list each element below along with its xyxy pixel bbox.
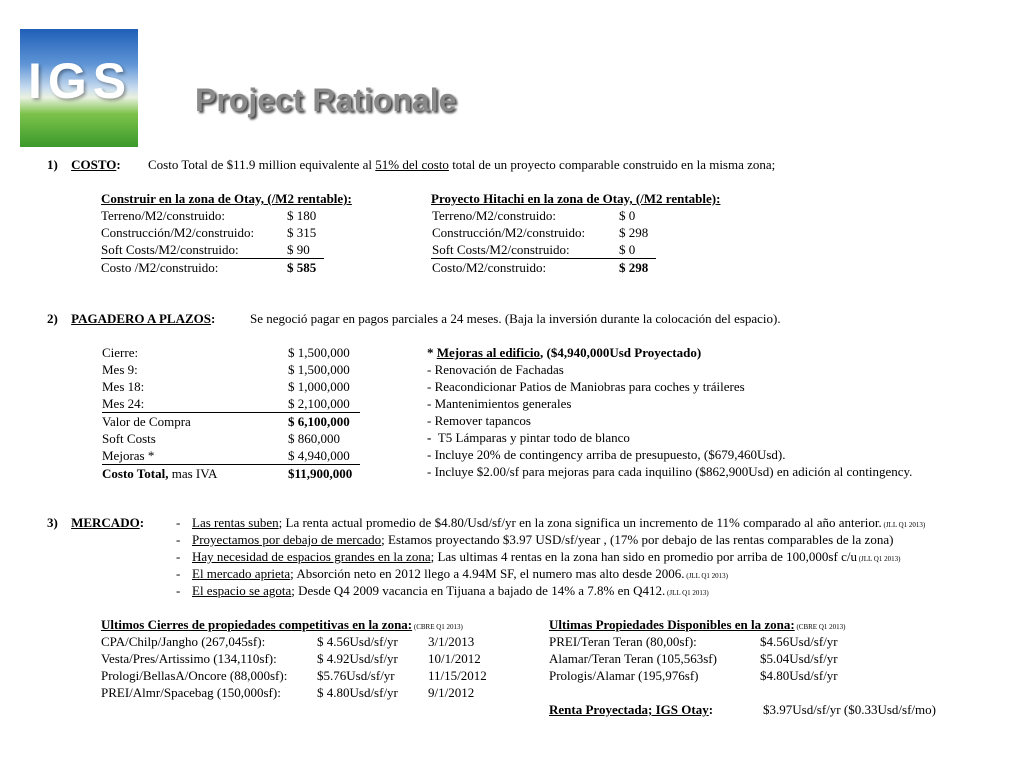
- table-row: [431, 207, 771, 224]
- projected-rent-value: $3.97Usd/sf/yr ($0.33Usd/sf/mo): [763, 702, 936, 717]
- row-value: $ 90: [287, 242, 310, 257]
- section-2-number: 2): [47, 311, 58, 326]
- list-item: [427, 412, 987, 429]
- property-name: Prologi/BellasA/Oncore (88,000sf):: [101, 668, 288, 683]
- row-label: Costo /M2/construido:: [101, 260, 219, 275]
- section-3-heading: MERCADO: [71, 515, 140, 530]
- row-label: Construcción/M2/construido:: [432, 225, 586, 240]
- bullet-lead: El mercado aprieta: [192, 566, 291, 581]
- list-item: [176, 531, 1016, 548]
- bullet-text: ; Estamos proyectando $3.97 USD/sf/year , (17% por debajo de las rentas comparables de la zona): [381, 532, 894, 547]
- row-label: Soft Costs/M2/construido:: [432, 242, 570, 257]
- property-name: Alamar/Teran Teran (105,563sf): [549, 651, 717, 666]
- bullet-lead: El espacio se agota: [192, 583, 292, 598]
- property-name: PREI/Teran Teran (80,00sf):: [549, 634, 697, 649]
- table-row: [102, 465, 402, 482]
- improvements-list: [427, 344, 987, 480]
- list-item: [176, 582, 1016, 599]
- property-name: Prologis/Alamar (195,976sf): [549, 668, 699, 683]
- list-item: [427, 463, 987, 480]
- available-title: Ultimas Propiedades Disponibles en la zona:: [549, 617, 795, 632]
- list-item: [427, 378, 987, 395]
- list-item-text: - Incluye 20% de contingency arriba de presupuesto, ($679,460Usd).: [427, 447, 786, 462]
- star-marker: *: [427, 345, 437, 360]
- row-label: Mejoras *: [102, 448, 155, 463]
- bullet-lead: Las rentas suben: [192, 515, 279, 530]
- improvements-title: Mejoras al edificio: [436, 345, 540, 360]
- row-value: $ 585: [287, 260, 317, 275]
- bullet-text: ; Las ultimas 4 rentas en la zona han sido en promedio por arriba de 100,000sf c/u: [430, 549, 857, 564]
- property-rate: $ 4.56Usd/sf/yr: [317, 634, 398, 649]
- list-item: [176, 565, 1016, 582]
- bullet-dash: -: [176, 532, 181, 547]
- row-label-bold: Costo Total,: [102, 466, 169, 481]
- row-label: Mes 18:: [102, 379, 145, 394]
- property-name: CPA/Chilp/Jangho (267,045sf):: [101, 634, 266, 649]
- row-value: $ 298: [619, 260, 649, 275]
- closing-date: 10/1/2012: [428, 651, 481, 666]
- property-rate: $5.04Usd/sf/yr: [760, 651, 838, 666]
- row-label: Terreno/M2/construido:: [432, 208, 557, 223]
- property-name: Vesta/Pres/Artissimo (134,110sf):: [101, 651, 277, 666]
- bullet-source: (JLL Q1 2013): [856, 555, 901, 563]
- property-name: PREI/Almr/Spacebag (150,000sf):: [101, 685, 281, 700]
- bullet-dash: -: [176, 549, 181, 564]
- table-row: [101, 224, 401, 241]
- otay-build-cost-table: [101, 190, 401, 276]
- bullet-dash: -: [176, 515, 181, 530]
- row-label: Terreno/M2/construido:: [101, 208, 226, 223]
- row-label: Construcción/M2/construido:: [101, 225, 255, 240]
- table-row: [101, 241, 324, 259]
- row-value: $ 860,000: [288, 431, 340, 446]
- table-row: [431, 224, 771, 241]
- row-label: Mes 9:: [102, 362, 138, 377]
- property-rate: $5.76Usd/sf/yr: [317, 668, 395, 683]
- igs-logo: [20, 29, 138, 147]
- projected-rent-label: Renta Proyectada; IGS Otay: [549, 702, 709, 717]
- bullet-dash: -: [176, 566, 181, 581]
- property-rate: $4.80Usd/sf/yr: [760, 668, 838, 683]
- table-row: [101, 259, 401, 276]
- projected-rent-row: [549, 701, 1009, 718]
- table-row: [102, 447, 360, 465]
- otay-build-title: Construir en la zona de Otay, (/M2 rentable):: [101, 191, 352, 206]
- list-item-text: - Mantenimientos generales: [427, 396, 572, 411]
- row-label: mas IVA: [168, 466, 218, 481]
- section-2-colon: :: [210, 311, 216, 326]
- section-1-text-underlined: 51% del costo: [375, 157, 449, 172]
- section-2-text: Se negoció pagar en pagos parciales a 24 meses. (Baja la inversión durante la colocación del espacio).: [250, 311, 781, 326]
- list-item: [176, 548, 1016, 565]
- section-3-colon: :: [139, 515, 145, 530]
- section-1-text-a: Costo Total de $11.9 million equivalente al: [148, 157, 376, 172]
- section-1-colon: :: [116, 157, 121, 172]
- table-row: [549, 633, 1009, 650]
- table-row: [101, 667, 541, 684]
- closing-date: 9/1/2012: [428, 685, 475, 700]
- list-item-text: - Incluye $2.00/sf para mejoras para cada inquilino ($862,900Usd) en adición al contingency.: [427, 464, 913, 479]
- bullet-source: (JLL Q1 2013): [665, 589, 709, 597]
- closing-date: 11/15/2012: [428, 668, 487, 683]
- list-item-text: T5 Lámparas y pintar todo de blanco: [437, 430, 630, 445]
- list-item: [427, 395, 987, 412]
- row-value: $ 1,500,000: [288, 345, 350, 360]
- section-2-heading: PAGADERO A PLAZOS: [71, 311, 211, 326]
- table-row: [101, 207, 401, 224]
- table-row: [549, 650, 1009, 667]
- competitive-closings-table: [101, 616, 541, 701]
- row-label: Mes 24:: [102, 396, 145, 411]
- closings-title: Ultimos Cierres de propiedades competitivas en la zona:: [101, 617, 413, 632]
- row-value: $ 315: [287, 225, 317, 240]
- table-row: [102, 361, 402, 378]
- section-3-header: [47, 514, 144, 531]
- row-value: $ 1,500,000: [288, 362, 350, 377]
- closing-date: 3/1/2013: [428, 634, 475, 649]
- bullet-text: ; Desde Q4 2009 vacancia en Tijuana a bajado de 14% a 7.8% en Q412.: [291, 583, 666, 598]
- table-row: [431, 259, 771, 276]
- table-row: [102, 430, 402, 447]
- row-value: $ 1,000,000: [288, 379, 350, 394]
- bullet-text: ; Absorción neto en 2012 llego a 4.94M SF, el numero mas alto desde 2006.: [290, 566, 685, 581]
- section-1-text: [148, 156, 775, 173]
- logo-text: IGS: [28, 53, 133, 109]
- list-item: [176, 514, 1016, 531]
- payment-schedule-table: [102, 344, 402, 482]
- bullet-lead: Proyectamos por debajo de mercado: [192, 532, 382, 547]
- list-item-text: - Reacondicionar Patios de Maniobras para coches y tráileres: [427, 379, 745, 394]
- property-rate: $4.56Usd/sf/yr: [760, 634, 838, 649]
- table-row: [431, 241, 656, 259]
- table-row: [102, 413, 402, 430]
- row-value: $ 2,100,000: [288, 396, 350, 411]
- table-row: [101, 684, 541, 701]
- row-label: Soft Costs/M2/construido:: [101, 242, 239, 257]
- available-properties-table: [549, 616, 1009, 718]
- row-value: $ 4,940,000: [288, 448, 350, 463]
- row-label: Cierre:: [102, 345, 139, 360]
- section-1-number: 1): [47, 157, 58, 172]
- row-label: Valor de Compra: [102, 414, 191, 429]
- bullet-source: (JLL Q1 2013): [684, 572, 728, 580]
- closings-source: (CBRE Q1 2013): [412, 623, 463, 631]
- list-item-text: - Remover tapancos: [427, 413, 531, 428]
- list-item: [427, 429, 987, 446]
- property-rate: $ 4.92Usd/sf/yr: [317, 651, 398, 666]
- row-value: $11,900,000: [288, 466, 353, 481]
- property-rate: $ 4.80Usd/sf/yr: [317, 685, 398, 700]
- list-item: [427, 361, 987, 378]
- section-1-heading: COSTO: [71, 157, 117, 172]
- row-value: $ 180: [287, 208, 317, 223]
- bullet-dash: -: [176, 583, 181, 598]
- table-row: [549, 667, 1009, 684]
- list-item-text: - Renovación de Fachadas: [427, 362, 564, 377]
- table-row: [102, 344, 402, 361]
- market-bullets: [176, 514, 1016, 599]
- bullet-text: ; La renta actual promedio de $4.80/Usd/sf/yr en la zona significa un incremento de 11% comparado al año anterior.: [278, 515, 882, 530]
- hitachi-title: Proyecto Hitachi en la zona de Otay, (/M2 rentable):: [431, 191, 721, 206]
- row-value: $ 0: [619, 208, 636, 223]
- projected-rent-colon: :: [708, 702, 714, 717]
- bullet-source: (JLL Q1 2013): [881, 521, 926, 529]
- available-source: (CBRE Q1 2013): [794, 623, 846, 631]
- list-item: [427, 446, 987, 463]
- row-label: Costo/M2/construido:: [432, 260, 547, 275]
- bullet-lead: Hay necesidad de espacios grandes en la zona: [192, 549, 431, 564]
- table-row: [101, 633, 541, 650]
- section-2-header: [47, 310, 215, 327]
- section-1-header: [47, 156, 121, 173]
- table-row: [102, 395, 360, 413]
- hitachi-cost-table: [431, 190, 771, 276]
- table-row: [102, 378, 402, 395]
- row-value: $ 298: [619, 225, 649, 240]
- page-title: Project Rationale: [195, 82, 457, 118]
- row-value: $ 0: [619, 242, 636, 257]
- section-3-number: 3): [47, 515, 58, 530]
- table-row: [101, 650, 541, 667]
- section-1-text-b: total de un proyecto comparable construido en la misma zona;: [448, 157, 776, 172]
- bold-dash: -: [427, 430, 438, 445]
- improvements-title-rest: , ($4,940,000Usd Proyectado): [540, 345, 702, 360]
- row-value: $ 6,100,000: [288, 414, 350, 429]
- row-label: Soft Costs: [102, 431, 156, 446]
